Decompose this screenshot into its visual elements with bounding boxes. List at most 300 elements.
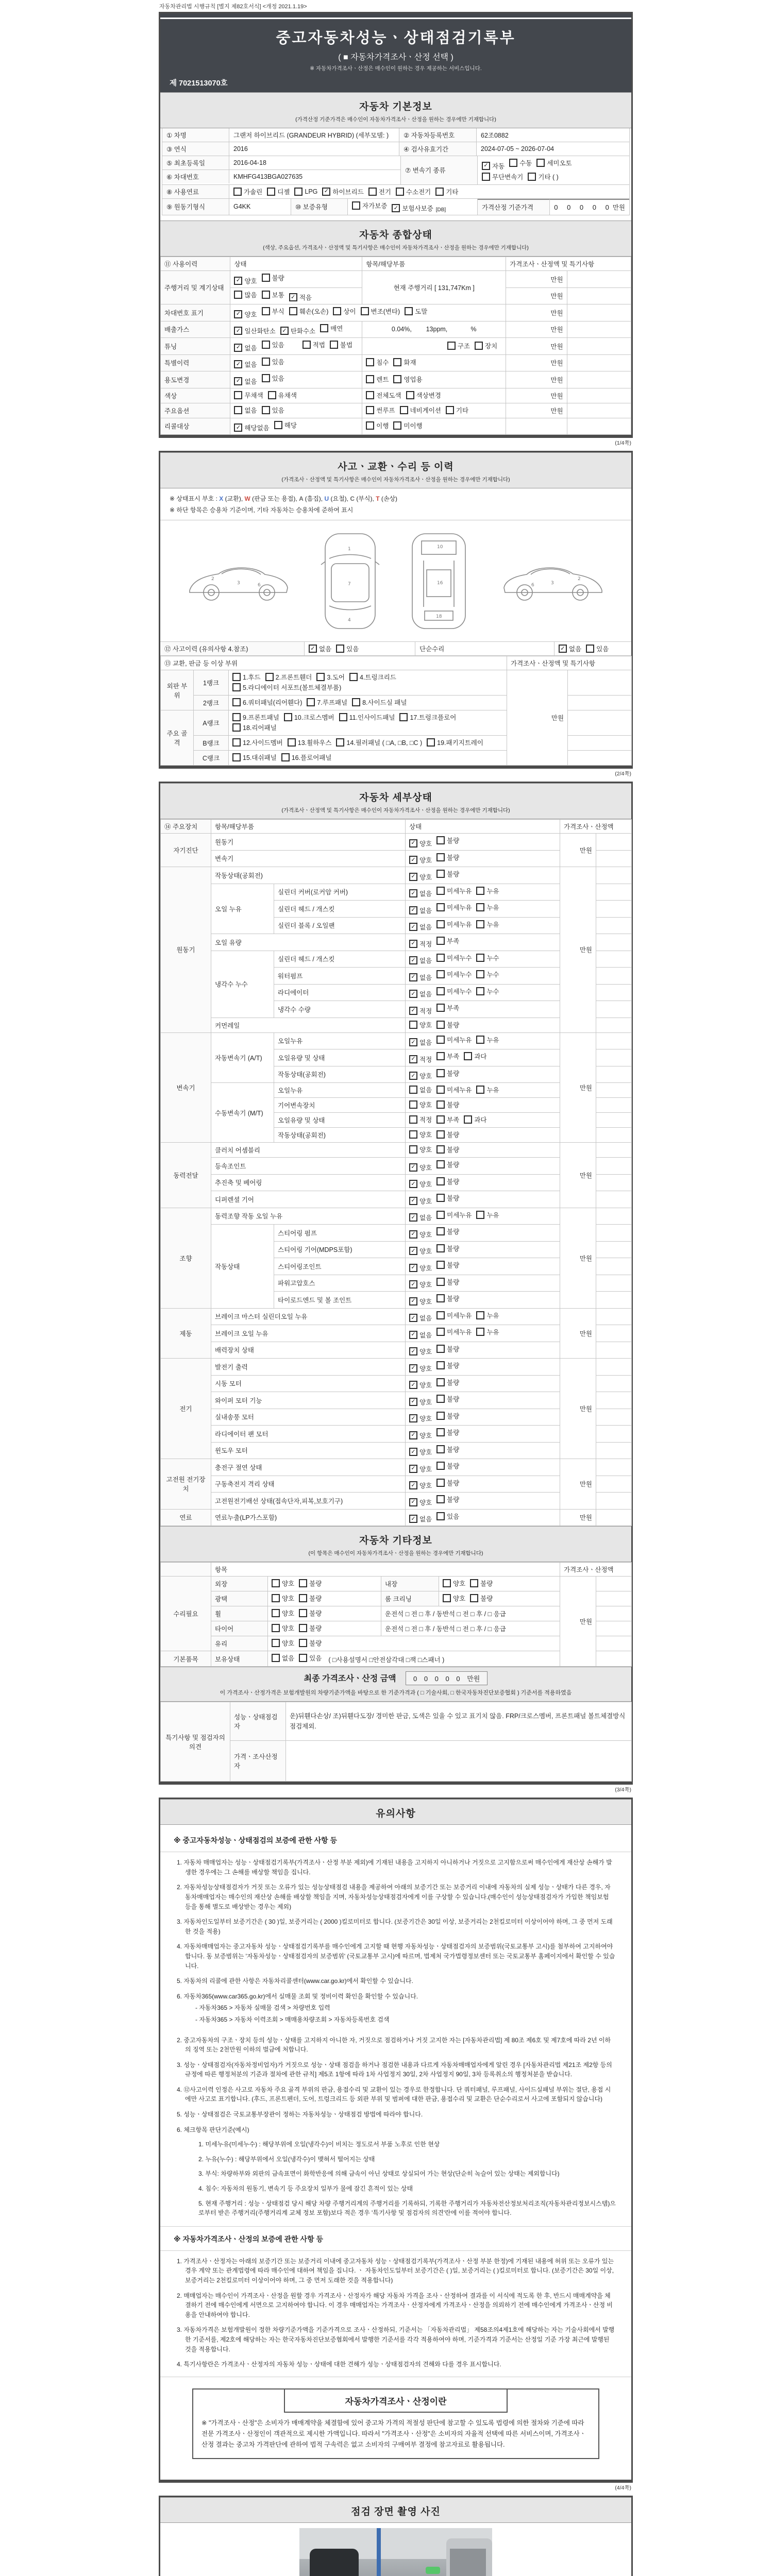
- checkbox-box: ✓: [409, 1381, 417, 1389]
- checkbox-label: 해당없음: [244, 425, 270, 432]
- blank-cell: [596, 1275, 632, 1292]
- checkbox-box: ✓: [409, 1247, 417, 1255]
- checkbox-label: 15.대쉬패널: [243, 754, 277, 762]
- checkbox-도말[interactable]: [405, 307, 427, 316]
- checkbox-불량[interactable]: [436, 1069, 459, 1078]
- checkbox-box: [299, 1579, 307, 1587]
- checkbox-불량[interactable]: [436, 1244, 459, 1253]
- checkbox-미세누유[interactable]: [436, 886, 472, 895]
- checkbox-양호[interactable]: [409, 1347, 432, 1356]
- checkbox-box: ✓: [322, 188, 330, 196]
- checkbox-양호[interactable]: [409, 1230, 432, 1239]
- notice-item: 5. 자동차의 리콜에 관한 사항은 자동차리콜센터(www.car.go.kr)에서 확인할 수 있습니다.: [177, 1977, 413, 1985]
- checkbox-label: 미세누유: [447, 904, 472, 912]
- checkbox-없음[interactable]: [234, 360, 257, 369]
- checkbox-미세누유[interactable]: [436, 920, 472, 929]
- checkbox-불량[interactable]: [436, 1428, 459, 1437]
- checkbox-누유[interactable]: [476, 903, 499, 912]
- checkbox-부식[interactable]: [262, 307, 284, 316]
- checkbox-없음[interactable]: [409, 1213, 432, 1222]
- checkbox-없음[interactable]: [409, 1514, 432, 1523]
- checkbox-기타[interactable]: [446, 405, 468, 415]
- notice-item: 4. ⑫사고이력 인정은 사고로 자동차 주요 골격 부위의 판금, 용접수리 및 교환이 있는 경우로 한정합니다. 단 쿼터패널, 루프패널, 사이드실패널 부위는 절단, 용접 시에만 사고로 표기합니다. (후드, 프론트펜더, 도어, 트렁크리드 등 외판 부위 및 범퍼에 대한 판금, 용접수리 및 교환은 단순수리로서 사고에 포함되지 않습니다): [177, 2086, 611, 2103]
- checkbox-불량[interactable]: [299, 1594, 322, 1603]
- checkbox-9.프론트패널[interactable]: [232, 713, 279, 722]
- checkbox-box: [262, 358, 270, 366]
- checkbox-매연[interactable]: [320, 324, 343, 333]
- checkbox-없음[interactable]: [559, 644, 581, 653]
- checkbox-box: ✓: [409, 1038, 417, 1046]
- checkbox-없음[interactable]: [409, 889, 432, 898]
- rank1-options: [229, 670, 507, 696]
- checkbox-보통[interactable]: [262, 290, 284, 299]
- checkbox-label: 양호: [419, 1231, 432, 1239]
- checkbox-LPG[interactable]: [294, 188, 317, 196]
- etc-price: 만원: [560, 1577, 596, 1667]
- checkbox-양호[interactable]: [409, 1364, 432, 1373]
- notice-item: 3. 자동차가격은 보험개발원이 정한 차량기준가액을 기준가격으로 조사ㆍ산정하되, 기준서는 「자동차관리법」 제58조의4제1호에 해당하는 자는 기술사회에서 발행한 기준서를, 제2호에 해당하는 자는 한국자동차진단보증협회에서 발행한 기준서를 각각 적용하여야 하며, 기준가격과 기준서는 산정일 기준 가장 최근에 발행된 것을 적용합니다.: [177, 2326, 615, 2353]
- checkbox-불량[interactable]: [299, 1608, 322, 1618]
- checkbox-불량[interactable]: [436, 1177, 459, 1186]
- checkbox-양호[interactable]: [409, 1263, 432, 1273]
- checkbox-양호[interactable]: [409, 1145, 432, 1154]
- blank-cell: [596, 1442, 632, 1459]
- checkbox-label: 누수: [486, 954, 499, 962]
- checkbox-양호[interactable]: [409, 1100, 432, 1109]
- device-item-label: 스티어링조인트: [274, 1258, 406, 1275]
- status-codes-line: [170, 494, 622, 505]
- checkbox-장치[interactable]: [475, 341, 497, 350]
- checkbox-label: 없음: [282, 1655, 295, 1663]
- checkbox-label: 누유: [486, 1211, 499, 1219]
- checkbox-label: 불법: [340, 342, 353, 349]
- vinmark-row: [161, 304, 631, 321]
- checkbox-일산화탄소[interactable]: [234, 326, 275, 335]
- checkbox-있음[interactable]: [299, 1653, 322, 1663]
- checkbox-불량[interactable]: [436, 1227, 459, 1236]
- checkbox-10.크로스멤버[interactable]: [284, 713, 334, 722]
- checkbox-양호[interactable]: [234, 276, 257, 285]
- glass-options: [268, 1636, 560, 1651]
- device-item-label: 등속조인트: [211, 1158, 406, 1175]
- checkbox-불법[interactable]: [330, 340, 352, 349]
- notice-item: 4. 특기사항란은 가격조사ㆍ산정자의 자동차 성능ㆍ상태에 대한 견해가 성능ㆍ상태점검자의 견해와 다를 경우 표시합니다.: [177, 2361, 501, 2368]
- checkbox-없음[interactable]: [409, 906, 432, 915]
- checkbox-양호[interactable]: [409, 1179, 432, 1189]
- notice-s2-title: ※ 자동차가격조사ㆍ산정의 보증에 관한 사항 등: [174, 2234, 324, 2243]
- status-cell: [406, 1083, 560, 1098]
- checkbox-색상변경[interactable]: [406, 391, 441, 400]
- checkbox-있음[interactable]: [586, 644, 609, 653]
- blank-cell: [596, 1325, 632, 1342]
- checkbox-있음[interactable]: [262, 340, 284, 349]
- checkbox-불량[interactable]: [470, 1579, 493, 1588]
- checkbox-box: [409, 1100, 417, 1109]
- notice-block2-sub: [172, 2140, 620, 2218]
- status-code-desc: (흠집),: [305, 495, 325, 502]
- checkbox-label: 없음: [419, 1214, 432, 1222]
- checkbox-있음[interactable]: [262, 405, 284, 415]
- checkbox-해당[interactable]: [274, 420, 297, 430]
- checkbox-미세누수[interactable]: [436, 953, 472, 962]
- checkbox-label: 부족: [447, 1116, 460, 1124]
- checkbox-없음[interactable]: [409, 922, 432, 931]
- photo-box: [159, 2496, 633, 2576]
- checkbox-양호[interactable]: [409, 1380, 432, 1389]
- checkbox-label: 6.쿼터패널(리어휀다): [243, 699, 303, 707]
- checkbox-많음[interactable]: [234, 290, 257, 299]
- notice-item: 3. 자동차인도일부터 보증기간은 ( 30 )일, 보증거리는 ( 2000 )킬로미터로 합니다. (보증기간은 30일 이상, 보증거리는 2천킬로미터 이상이어야 하며, 그 중 먼저 도래한 것을 적용): [177, 1918, 613, 1935]
- checkbox-해당없음[interactable]: [234, 423, 269, 432]
- checkbox-불량[interactable]: [470, 1594, 493, 1603]
- checkbox-적정[interactable]: [409, 939, 432, 948]
- basic-table: [162, 128, 630, 215]
- checkbox-18.리어패널[interactable]: [232, 723, 277, 732]
- checkbox-불량[interactable]: [436, 1260, 459, 1269]
- checkbox-양호[interactable]: [234, 310, 257, 319]
- checkbox-label: 탄화수소: [290, 328, 316, 335]
- checkbox-불량[interactable]: [436, 1461, 459, 1470]
- transmission-opts-line1: [482, 158, 577, 171]
- checkbox-양호[interactable]: [409, 1071, 432, 1080]
- checkbox-불량[interactable]: [436, 1020, 459, 1029]
- checkbox-훼손(오손)[interactable]: [289, 307, 329, 316]
- checkbox-box: [509, 159, 517, 167]
- checkbox-부족[interactable]: [436, 1003, 459, 1012]
- checkbox-불량[interactable]: [436, 836, 459, 845]
- checkbox-label: 유채색: [278, 392, 297, 399]
- checkbox-양호[interactable]: [409, 1464, 432, 1473]
- checkbox-미세누유[interactable]: [436, 1327, 472, 1336]
- checkbox-미세누유[interactable]: [436, 1085, 472, 1094]
- checkbox-누수[interactable]: [476, 987, 499, 996]
- accident-note2: ※ 하단 항목은 승용차 기준이며, 기타 자동차는 승용차에 준하여 표시: [170, 506, 354, 514]
- checkbox-불량[interactable]: [299, 1579, 322, 1588]
- checkbox-기타 ( )[interactable]: [528, 172, 558, 181]
- checkbox-box: [436, 1278, 445, 1286]
- checkbox-무단변속기[interactable]: [482, 172, 523, 181]
- blank-cell: [596, 1621, 632, 1636]
- checkbox-label: 있음: [309, 1655, 322, 1663]
- checkbox-불량[interactable]: [436, 1361, 459, 1370]
- checkbox-7.루프패널[interactable]: [307, 698, 347, 707]
- checkbox-미세누수[interactable]: [436, 987, 472, 996]
- device-item-label: 라디에이터 팬 모터: [211, 1426, 406, 1443]
- checkbox-렌트[interactable]: [366, 375, 389, 384]
- checkbox-침수[interactable]: [366, 358, 389, 367]
- checkbox-양호[interactable]: [409, 1498, 432, 1507]
- checkbox-부족[interactable]: [436, 1052, 459, 1061]
- page-marker-2: (2/4쪽): [615, 771, 631, 777]
- checkbox-양호[interactable]: [409, 1020, 432, 1029]
- checkbox-14.필러패널 ( □A, □B, □C )[interactable]: [336, 738, 422, 747]
- price-cell: 만원: [560, 1509, 596, 1526]
- checkbox-label: 미세누유: [447, 1211, 472, 1219]
- price-cell: 만원: [560, 1032, 596, 1143]
- checkbox-수소전기[interactable]: [396, 187, 431, 196]
- checkbox-과다[interactable]: [464, 1115, 486, 1124]
- status-cell: [406, 1143, 560, 1158]
- checkbox-불량[interactable]: [299, 1623, 322, 1633]
- checkbox-있음[interactable]: [336, 644, 359, 653]
- checkbox-있음[interactable]: [262, 357, 284, 366]
- checkbox-양호[interactable]: [409, 839, 432, 848]
- detail-header-row: [161, 820, 632, 834]
- checkbox-전체도색[interactable]: [366, 391, 401, 400]
- checkbox-label: 불량: [447, 1131, 460, 1139]
- checkbox-box: [464, 1052, 472, 1060]
- checkbox-label: 없음: [419, 1331, 432, 1339]
- checkbox-세미오토[interactable]: [536, 158, 572, 167]
- rank2-options: [229, 696, 507, 710]
- checkbox-있음[interactable]: [436, 1512, 459, 1521]
- col-status: 상태: [230, 257, 362, 271]
- checkbox-누수[interactable]: [476, 970, 499, 979]
- remarks-appraiser-row: [161, 1741, 632, 1782]
- fuel-label: ⑧ 사용연료: [162, 185, 229, 198]
- checkbox-box: [265, 673, 274, 681]
- checkbox-누유[interactable]: [476, 920, 499, 929]
- exterior-options: [268, 1577, 381, 1591]
- checkbox-적정[interactable]: [409, 1055, 432, 1064]
- checkbox-box: ✓: [234, 327, 242, 335]
- checkbox-기타[interactable]: [435, 187, 458, 196]
- checkbox-미세누유[interactable]: [436, 1210, 472, 1219]
- status-cell: [406, 901, 560, 918]
- checkbox-불량[interactable]: [436, 869, 459, 878]
- checkbox-label: 18.리어패널: [243, 724, 277, 732]
- checkbox-누수[interactable]: [476, 953, 499, 962]
- checkbox-과다[interactable]: [464, 1052, 486, 1061]
- checkbox-누유[interactable]: [476, 1210, 499, 1219]
- checkbox-16.플로어패널[interactable]: [281, 753, 332, 762]
- checkbox-3.도어[interactable]: [316, 672, 345, 682]
- checkbox-적음[interactable]: [289, 293, 312, 302]
- checkbox-box: [436, 853, 445, 861]
- checkbox-6.쿼터패널(리어휀다)[interactable]: [232, 698, 302, 707]
- checkbox-전기[interactable]: [368, 187, 391, 196]
- checkbox-보험사보증[interactable]: [392, 204, 433, 213]
- checkbox-12.사이드멤버[interactable]: [232, 738, 283, 747]
- checkbox-미세누유[interactable]: [436, 1311, 472, 1320]
- checkbox-box: [436, 1311, 445, 1319]
- checkbox-양호[interactable]: [409, 1163, 432, 1172]
- checkbox-label: 누유: [486, 1312, 499, 1319]
- checkbox-양호[interactable]: [272, 1579, 294, 1588]
- checkbox-label: 불량: [447, 1262, 460, 1269]
- checkbox-없음[interactable]: [234, 405, 257, 415]
- checkbox-불량[interactable]: [436, 1478, 459, 1487]
- checkbox-누유[interactable]: [476, 1311, 499, 1320]
- device-item-label: 워터펌프: [274, 968, 406, 985]
- checkbox-불량[interactable]: [436, 1100, 459, 1109]
- checkbox-누유[interactable]: [476, 1085, 499, 1094]
- status-code-desc: (요철),: [330, 495, 350, 502]
- checkbox-8.사이드실 패널[interactable]: [352, 698, 407, 707]
- blank-cell: [568, 696, 632, 710]
- checkbox-누유[interactable]: [476, 1327, 499, 1336]
- status-cell: [406, 917, 560, 934]
- checkbox-불량[interactable]: [436, 1193, 459, 1202]
- checkbox-box: [393, 375, 401, 383]
- repair-needed-label: 수리필요: [161, 1577, 211, 1651]
- checkbox-불량[interactable]: [436, 1411, 459, 1420]
- checkbox-미이행[interactable]: [393, 421, 422, 430]
- checkbox-불량[interactable]: [436, 1145, 459, 1154]
- checkbox-양호[interactable]: [443, 1594, 465, 1603]
- checkbox-15.대쉬패널[interactable]: [232, 753, 277, 762]
- wheel-detail: 운전석 □ 전 □ 후 / 동반석 □ 전 □ 후 / □ 응급: [381, 1606, 560, 1621]
- checkbox-label: 누수: [486, 971, 499, 979]
- checkbox-탄화수소[interactable]: [280, 326, 315, 335]
- checkbox-미세누수[interactable]: [436, 970, 472, 979]
- checkbox-label: 17.트렁크플로어: [410, 714, 457, 722]
- checkbox-누유[interactable]: [476, 1035, 499, 1044]
- vin-label: ⑥ 차대번호: [162, 170, 229, 183]
- checkbox-label: 양호: [419, 873, 432, 881]
- checkbox-box: [232, 753, 241, 761]
- checkbox-있음[interactable]: [262, 374, 284, 383]
- checkbox-불량[interactable]: [436, 1294, 459, 1303]
- checkbox-없음[interactable]: [409, 1038, 432, 1047]
- checkbox-영업용[interactable]: [393, 375, 422, 384]
- checkbox-변조(변타)[interactable]: [361, 307, 400, 316]
- status-cell: [406, 1001, 560, 1018]
- checkbox-box: [366, 358, 374, 366]
- checkbox-box: [436, 1194, 445, 1202]
- checkbox-네비게이션[interactable]: [400, 405, 441, 415]
- checkbox-디젤[interactable]: [267, 187, 290, 196]
- checkbox-label: 불량: [480, 1595, 493, 1603]
- checkbox-4.트렁크리드[interactable]: [349, 672, 396, 682]
- checkbox-상이[interactable]: [333, 307, 356, 316]
- checkbox-양호[interactable]: [409, 1431, 432, 1440]
- checkbox-양호[interactable]: [409, 872, 432, 882]
- checkbox-label: 양호: [419, 857, 432, 865]
- checkbox-무채색[interactable]: [234, 391, 263, 400]
- checkbox-부족[interactable]: [436, 1115, 459, 1124]
- checkbox-미세누유[interactable]: [436, 903, 472, 912]
- checkbox-자동[interactable]: [482, 161, 505, 171]
- checkbox-누유[interactable]: [476, 886, 499, 895]
- checkbox-불량[interactable]: [436, 1378, 459, 1387]
- device-item-label: 고전원전기배선 상태(접속단자,피복,보호기구): [211, 1493, 406, 1510]
- checkbox-양호[interactable]: [409, 1196, 432, 1206]
- device-item-label: 파워고압호스: [274, 1275, 406, 1292]
- checkbox-불량[interactable]: [436, 1344, 459, 1353]
- checkbox-없음[interactable]: [309, 644, 331, 653]
- checkbox-없음[interactable]: [409, 989, 432, 998]
- checkbox-양호[interactable]: [409, 1481, 432, 1490]
- checkbox-미세누유[interactable]: [436, 1035, 472, 1044]
- checkbox-2.프론트휀더[interactable]: [265, 672, 312, 682]
- checkbox-수동[interactable]: [509, 158, 532, 167]
- checkbox-불량[interactable]: [299, 1638, 322, 1648]
- checkbox-없음[interactable]: [234, 377, 257, 386]
- checkbox-양호[interactable]: [272, 1623, 294, 1633]
- checkbox-적정[interactable]: [409, 1006, 432, 1015]
- checkbox-label: 7.루프패널: [317, 699, 348, 707]
- checkbox-양호[interactable]: [272, 1638, 294, 1648]
- blank-cell: [596, 1409, 632, 1426]
- row-year: [162, 142, 629, 156]
- checkbox-양호[interactable]: [409, 855, 432, 865]
- remarks-table: [160, 1702, 632, 1782]
- checkbox-없음[interactable]: [234, 343, 257, 352]
- status-cell: [406, 1459, 560, 1476]
- checkbox-불량[interactable]: [436, 1495, 459, 1504]
- notice-item: 2. 누유(누수) : 해당부위에서 오일(냉각수)이 맺혀서 떨어지는 상태: [198, 2155, 375, 2163]
- checkbox-box: [436, 1412, 445, 1420]
- checkbox-없음[interactable]: [409, 973, 432, 982]
- checkbox-불량[interactable]: [436, 1445, 459, 1454]
- checkbox-box: [272, 1654, 280, 1662]
- checkbox-양호[interactable]: [443, 1579, 465, 1588]
- checkbox-불량[interactable]: [436, 1394, 459, 1403]
- checkbox-없음[interactable]: [409, 956, 432, 965]
- checkbox-양호[interactable]: [409, 1280, 432, 1289]
- checkbox-11.인사이드패널[interactable]: [339, 713, 395, 722]
- checkbox-자가보증[interactable]: [352, 201, 387, 210]
- checkbox-box: ✓: [409, 1163, 417, 1172]
- checkbox-17.트렁크플로어[interactable]: [399, 713, 456, 722]
- checkbox-적정[interactable]: [409, 1115, 432, 1124]
- checkbox-양호[interactable]: [272, 1594, 294, 1603]
- checkbox-양호[interactable]: [409, 1246, 432, 1256]
- base-price-value: [550, 199, 629, 215]
- checkbox-가솔린[interactable]: [233, 187, 262, 196]
- checkbox-box: ✓: [289, 293, 297, 301]
- checkbox-부족[interactable]: [436, 936, 459, 945]
- checkbox-불량[interactable]: [262, 273, 284, 282]
- wheel-options: [268, 1606, 381, 1621]
- checkbox-양호[interactable]: [272, 1608, 294, 1618]
- tuning-label: 튜닝: [161, 338, 230, 355]
- checkbox-양호[interactable]: [409, 1397, 432, 1406]
- checkbox-label: 이행: [376, 422, 389, 430]
- checkbox-적법[interactable]: [303, 340, 325, 349]
- checkbox-썬루프[interactable]: [366, 405, 395, 415]
- status-cell: [406, 1208, 560, 1225]
- checkbox-없음[interactable]: [409, 1330, 432, 1340]
- checkbox-box: [336, 645, 344, 653]
- checkbox-불량[interactable]: [436, 853, 459, 862]
- checkbox-이행[interactable]: [366, 421, 389, 430]
- checkbox-19.패키지트레이[interactable]: [427, 738, 483, 747]
- checkbox-불량[interactable]: [436, 1160, 459, 1169]
- checkbox-box: [436, 903, 445, 911]
- checkbox-없음[interactable]: [409, 1085, 432, 1094]
- checkbox-불량[interactable]: [436, 1130, 459, 1139]
- checkbox-화재[interactable]: [393, 358, 416, 367]
- checkbox-5.라디에이터 서포트(볼트체결부품)[interactable]: [232, 683, 341, 692]
- notice-item: 5. 성능ㆍ상태점검은 국토교통부장관이 정하는 자동차성능ㆍ상태점검 방법에 따라야 합니다.: [177, 2111, 423, 2119]
- checkbox-없음[interactable]: [272, 1653, 294, 1663]
- checkbox-box: ✓: [234, 344, 242, 352]
- checkbox-13.휠하우스[interactable]: [288, 738, 332, 747]
- checkbox-box: [303, 341, 311, 349]
- checkbox-양호[interactable]: [409, 1414, 432, 1423]
- checkbox-유채색[interactable]: [268, 391, 297, 400]
- checkbox-양호[interactable]: [409, 1297, 432, 1306]
- checkbox-1.후드[interactable]: [232, 672, 261, 682]
- checkbox-불량[interactable]: [436, 1277, 459, 1286]
- checkbox-없음[interactable]: [409, 1313, 432, 1323]
- checkbox-양호[interactable]: [409, 1447, 432, 1456]
- checkbox-구조[interactable]: [447, 341, 470, 350]
- checkbox-하이브리드[interactable]: [322, 187, 363, 196]
- checkbox-양호[interactable]: [409, 1130, 432, 1139]
